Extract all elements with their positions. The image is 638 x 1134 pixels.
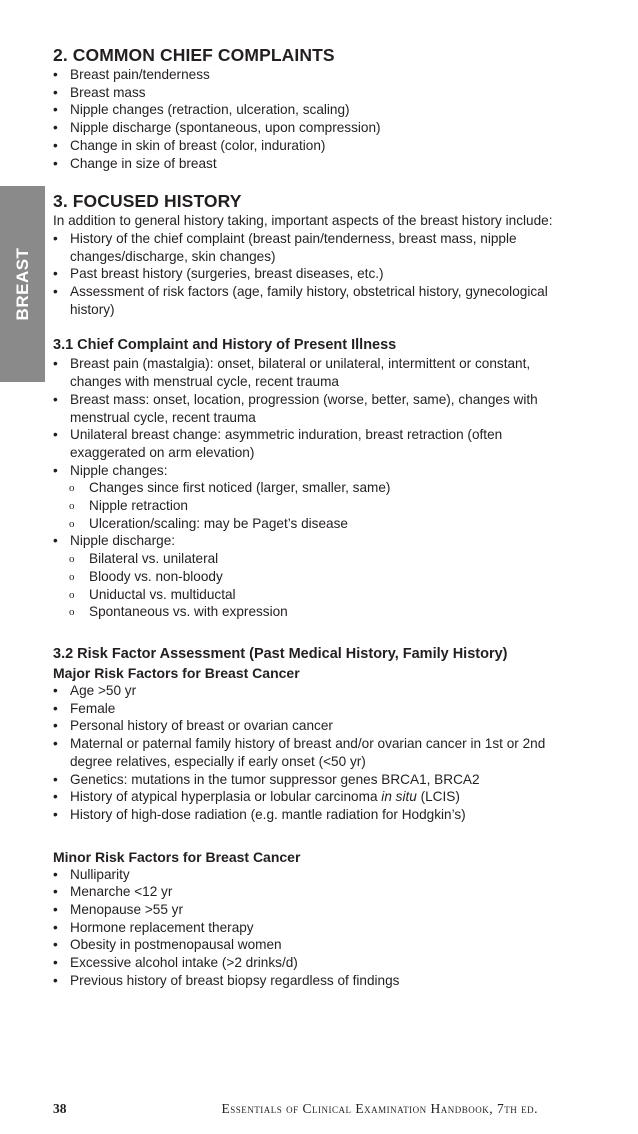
sub-bullet-marker: o [69,553,75,566]
list-item: • Maternal or paternal family history of breast and/or ovarian cancer in 1st or 2nd degree relatives, especially if early onset (<50 yr) [53,735,573,770]
list-item: • Genetics: mutations in the tumor suppressor genes BRCA1, BRCA2 [53,771,573,789]
list-item: • Breast mass: onset, location, progression (worse, better, same), changes with menstrual cycle, recent trauma [53,391,573,426]
page-content [53,44,573,990]
list-item: • Unilateral breast change: asymmetric induration, breast retraction (often exaggerated on arm elevation) [53,426,573,461]
list-item: • Change in size of breast [53,155,573,173]
list-item: • Nipple changes: [53,462,573,480]
list-item: • Obesity in postmenopausal women [53,936,573,954]
subsection-title-hpi: 3.1 Chief Complaint and History of Present Illness [53,337,397,354]
side-tab-label: BREAST [12,247,32,321]
chief-complaints-list [53,66,573,172]
list-item: • History of the chief complaint (breast pain/tenderness, breast mass, nipple changes/discharge, skin changes) [53,230,573,265]
list-item: • History of atypical hyperplasia or lobular carcinoma in situ (LCIS) [53,788,573,806]
subsection-title-risk-factors: 3.2 Risk Factor Assessment (Past Medical History, Family History) [53,645,508,662]
list-item: • Personal history of breast or ovarian cancer [53,717,573,735]
sub-list-item: o Bloody vs. non-bloody [53,568,573,586]
major-risk-title: Major Risk Factors for Breast Cancer [53,664,300,681]
focused-history-list [53,230,573,319]
list-item: • Nipple changes (retraction, ulceration, scaling) [53,101,573,119]
sub-list-item: o Bilateral vs. unilateral [53,550,573,568]
list-item: • Female [53,700,573,718]
list-item: • Menopause >55 yr [53,901,573,919]
sub-bullet-marker: o [69,500,75,513]
focused-history-intro: In addition to general history taking, important aspects of the breast history include: [53,213,553,229]
list-item: • Breast pain/tenderness [53,66,573,84]
section-title-chief-complaints: 2. COMMON CHIEF COMPLAINTS [53,45,335,65]
list-item: • Breast pain (mastalgia): onset, bilateral or unilateral, intermittent or constant, changes with menstrual cycle, recent trauma [53,355,573,390]
list-item: • Change in skin of breast (color, induration) [53,137,573,155]
list-item: • Age >50 yr [53,682,573,700]
list-item: • Past breast history (surgeries, breast diseases, etc.) [53,265,573,283]
list-item: • Assessment of risk factors (age, family history, obstetrical history, gynecological history) [53,283,573,318]
sub-list-item: o Ulceration/scaling: may be Paget’s disease [53,515,573,533]
list-item: • Menarche <12 yr [53,883,573,901]
sub-bullet-marker: o [69,588,75,601]
list-item: • Previous history of breast biopsy regardless of findings [53,972,573,990]
side-tab [0,186,45,382]
list-item: • Nipple discharge (spontaneous, upon compression) [53,119,573,137]
sub-list-item: o Changes since first noticed (larger, smaller, same) [53,479,573,497]
sub-bullet-marker: o [69,517,75,530]
minor-risk-title: Minor Risk Factors for Breast Cancer [53,848,301,865]
sub-bullet-marker: o [69,606,75,619]
list-item: • Nulliparity [53,866,573,884]
hpi-list [53,355,573,621]
page-number: 38 [53,1101,67,1116]
page-footer [53,1101,538,1119]
book-title: Essentials of Clinical Examination Handbook, 7th ed. [221,1101,538,1116]
sub-list-item: o Nipple retraction [53,497,573,515]
list-item: • Hormone replacement therapy [53,919,573,937]
list-item: • Nipple discharge: [53,532,573,550]
sub-bullet-marker: o [69,570,75,583]
minor-risk-list [53,866,573,990]
major-risk-list [53,682,573,824]
list-item: • Excessive alcohol intake (>2 drinks/d) [53,954,573,972]
sub-bullet-marker: o [69,482,75,495]
list-item: • History of high-dose radiation (e.g. mantle radiation for Hodgkin’s) [53,806,573,824]
section-title-focused-history: 3. FOCUSED HISTORY [53,191,242,212]
list-item: • Breast mass [53,84,573,102]
sub-list-item: o Spontaneous vs. with expression [53,603,573,621]
sub-list-item: o Uniductal vs. multiductal [53,586,573,604]
